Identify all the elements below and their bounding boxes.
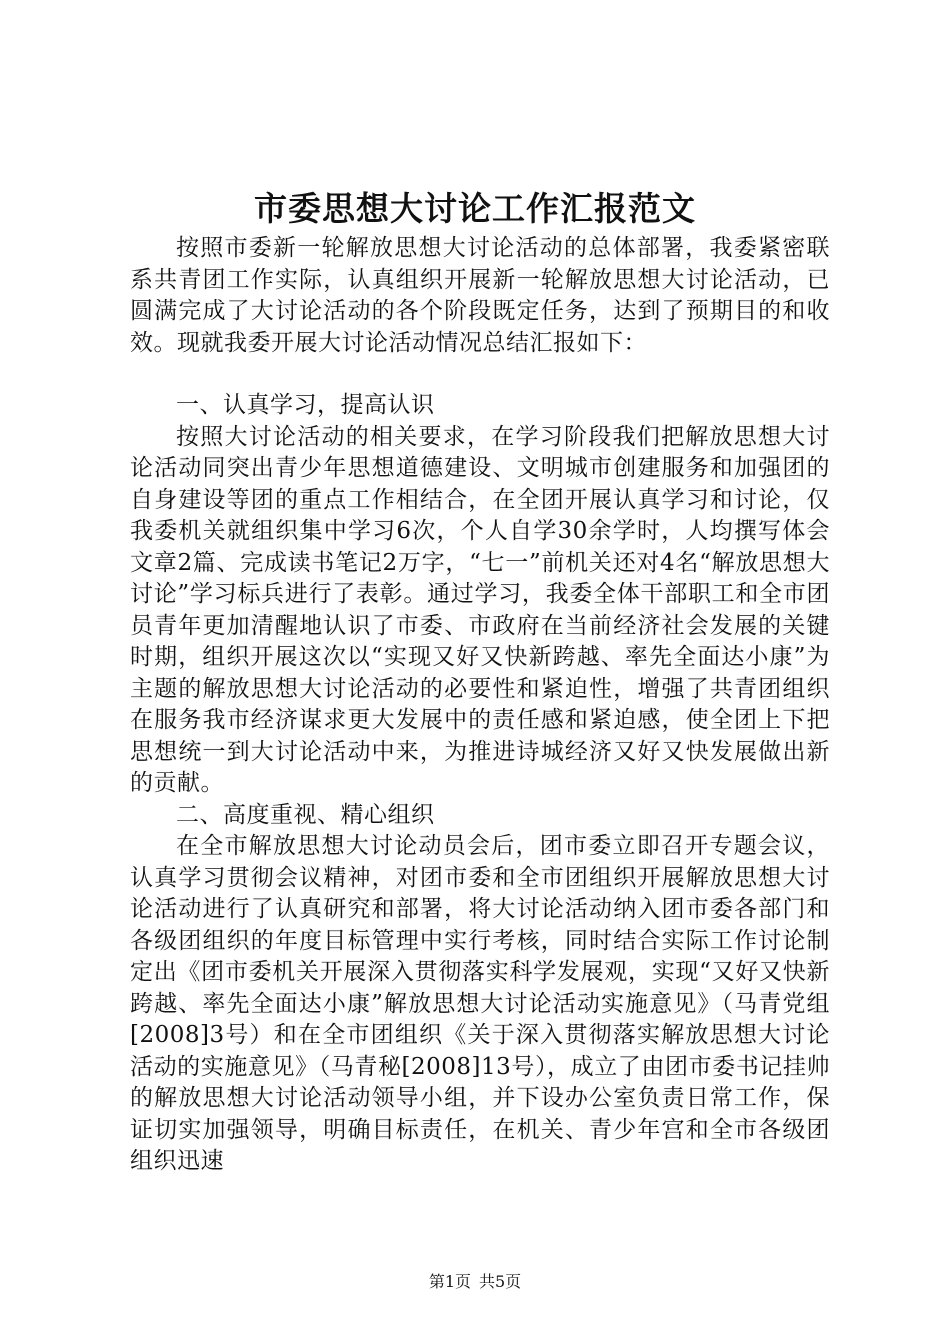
section-heading-2: 二、高度重视、精心组织: [176, 801, 435, 828]
section-heading-1: 一、认真学习，提高认识: [176, 392, 435, 418]
section-body-2: 在全市解放思想大讨论动员会后，团市委立即召开专题会议，认真学习贯彻会议精神，对团市委和全市团组织开展解放思想大讨论活动进行了认真研究和部署，将大讨论活动纳入团市委各部门和各级团组织的年度目标管理中实行考核，同时结合实际工作讨论制定出《团市委机关开展深入贯彻落实科学发展观，实现“又好又快新跨越、率先全面达小康”解放思想大讨论活动实施意见》（马青党组[2008]3号）和在全市团组织《关于深入贯彻落实解放思想大讨论活动的实施意见》（马青秘[2008]13号），成立了由团市委书记挂帅的解放思想大讨论活动领导小组，并下设办公室负责日常工作，保证切实加强领导，明确目标责任，在机关、青少年宫和全市各级团组织迅速: [130, 833, 830, 1174]
paragraph-gap: [130, 359, 830, 390]
document-title: 市委思想大讨论工作汇报范文: [254, 189, 696, 228]
total-pages: 共5页: [479, 1272, 522, 1291]
document-body: [130, 233, 830, 1178]
page-number: 第1页: [428, 1272, 471, 1291]
intro-paragraph: 按照市委新一轮解放思想大讨论活动的总体部署，我委紧密联系共青团工作实际，认真组织开展新一轮解放思想大讨论活动，已圆满完成了大讨论活动的各个阶段既定任务，达到了预期目的和收效。现就我委开展大讨论活动情况总结汇报如下：: [130, 235, 830, 356]
page-footer: [0, 1270, 950, 1294]
section-body-1: 按照大讨论活动的相关要求，在学习阶段我们把解放思想大讨论活动同突出青少年思想道德建设、文明城市创建服务和加强团的自身建设等团的重点工作相结合，在全团开展认真学习和讨论，仅我委机关就组织集中学习6次，个人自学30余学时，人均撰写体会文章2篇、完成读书笔记2万字，“七一”前机关还对4名“解放思想大讨论”学习标兵进行了表彰。通过学习，我委全体干部职工和全市团员青年更加清醒地认识了市委、市政府在当前经济社会发展的关键时期，组织开展这次以“实现又好又快新跨越、率先全面达小康”为主题的解放思想大讨论活动的必要性和紧迫性，增强了共青团组织在服务我市经济谋求更大发展中的责任感和紧迫感，使全团上下把思想统一到大讨论活动中来，为推进诗城经济又好又快发展做出新的贡献。: [130, 423, 830, 796]
